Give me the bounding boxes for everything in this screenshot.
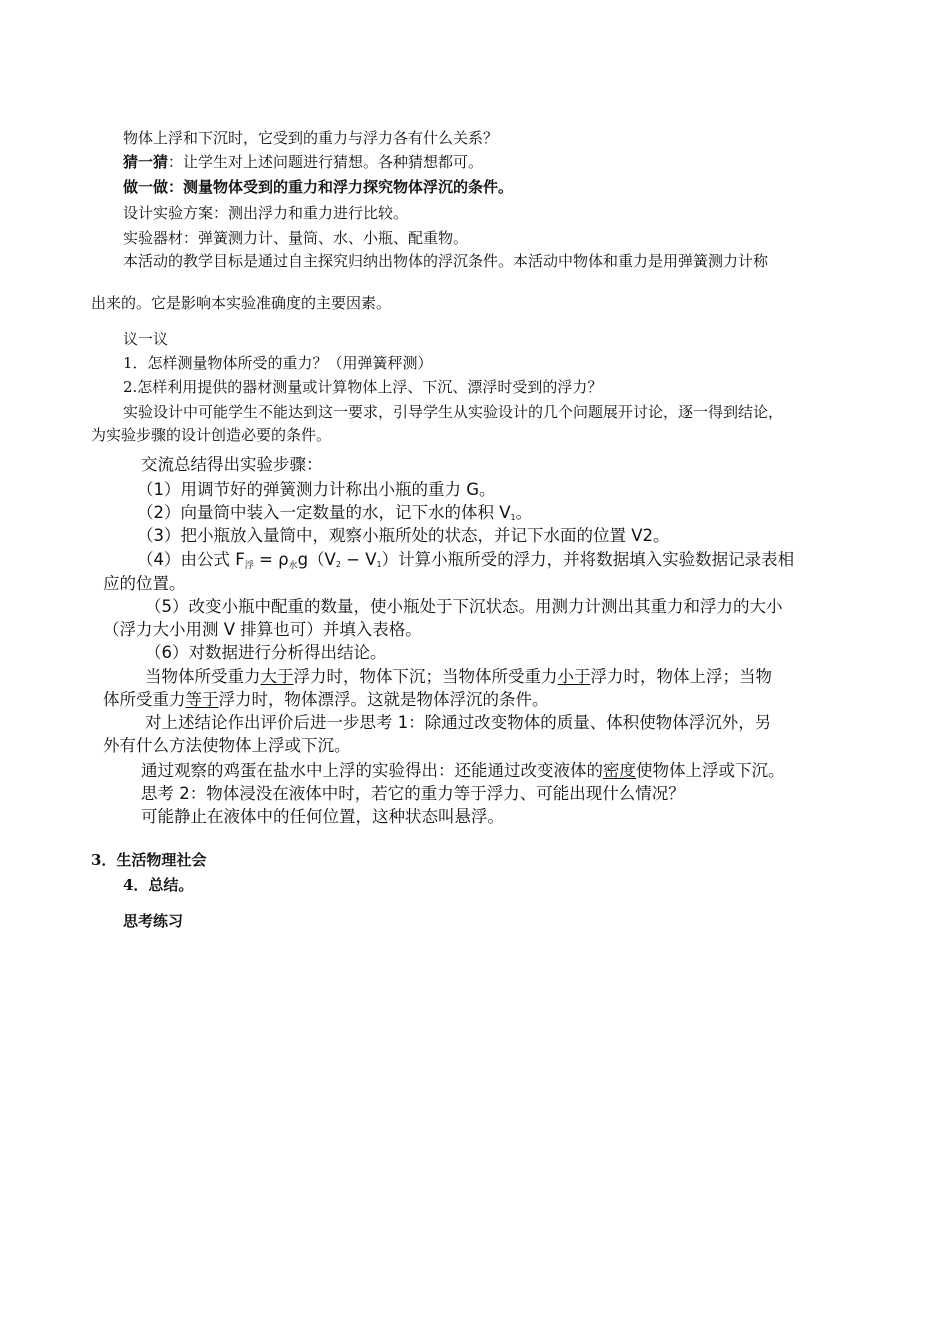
goal-line-1: 本活动的教学目标是通过自主探究归纳出物体的浮沉条件。本活动中物体和重力是用弹簧测力计称 — [123, 252, 769, 270]
think-2: 思考 2：物体浸没在液体中时，若它的重力等于浮力、可能出现什么情况？ — [141, 784, 685, 803]
question-1: 1．怎样测量物体所受的重力？（用弹簧秤测） — [123, 354, 433, 372]
design-note-2: 为实验步骤的设计创造必要的条件。 — [91, 426, 332, 444]
discuss-heading: 议一议 — [123, 330, 169, 348]
question-2: 2.怎样利用提供的器材测量或计算物体上浮、下沉、漂浮时受到的浮力？ — [123, 378, 603, 396]
step-6: （6）对数据进行分析得出结论。 — [145, 643, 387, 662]
equipment-line: 实验器材：弹簧测力计、量筒、水、小瓶、配重物。 — [123, 229, 469, 247]
step-1: （1）用调节好的弹簧测力计称出小瓶的重力 G。 — [137, 480, 496, 499]
think-1-line-1: 对上述结论作出评价后进一步思考 1：除通过改变物体的质量、体积使物体浮沉外，另 — [145, 713, 772, 732]
step-4-cont: 应的位置。 — [103, 574, 186, 593]
step-5-line-2: （浮力大小用测 V 排算也可）并填入表格。 — [103, 620, 422, 639]
guess-line — [123, 155, 483, 170]
underline-density: 密度 — [603, 761, 636, 780]
underline-equal: 等于 — [185, 690, 219, 709]
underline-greater: 大于 — [260, 667, 294, 686]
design-note-1: 实验设计中可能学生不能达到这一要求，引导学生从实验设计的几个问题展开讨论，逐一得到结论， — [123, 403, 784, 421]
guess-label: 猜一猜 — [123, 153, 169, 171]
question-relation: 物体上浮和下沉时，它受到的重力与浮力各有什么关系？ — [123, 129, 499, 147]
conclusion-line-2: 体所受重力等于浮力时，物体漂浮。这就是物体浮沉的条件。 — [103, 690, 549, 709]
conclusion-line-1: 当物体所受重力大于浮力时，物体下沉；当物体所受重力小于浮力时，物体上浮；当物 — [145, 667, 772, 686]
step-4: （4）由公式 F浮 = ρ水$g(V_2 - V_1)$计算小瓶所受的浮力，并将数据填入实验数据记录表相 — [137, 550, 795, 571]
egg-experiment: 通过观察的鸡蛋在盐水中上浮的实验得出：还能通过改变液体的密度使物体上浮或下沉。 — [141, 761, 785, 780]
do-it-heading: 做一做：测量物体受到的重力和浮力探究物体浮沉的条件。 — [123, 178, 514, 196]
think-1-line-2: 外有什么方法使物体上浮或下沉。 — [103, 736, 351, 755]
step-2: （2）向量筒中装入一定数量的水，记下水的体积 $V_1$。 — [137, 503, 533, 522]
section-4-heading: 4．总结。 — [123, 876, 194, 894]
section-3-heading: 3．生活物理社会 — [91, 851, 207, 869]
goal-line-2: 出来的。它是影响本实验准确度的主要因素。 — [91, 294, 392, 312]
step-3: （3）把小瓶放入量筒中，观察小瓶所处的状态，并记下水面的位置 V2。 — [137, 526, 670, 545]
design-plan: 设计实验方案：测出浮力和重力进行比较。 — [123, 204, 409, 222]
exercise-heading: 思考练习 — [123, 912, 184, 930]
suspension-answer: 可能静止在液体中的任何位置，这种状态叫悬浮。 — [141, 807, 504, 826]
guess-text: ：让学生对上述问题进行猜想。各种猜想都可。 — [168, 153, 484, 171]
steps-title: 交流总结得出实验步骤： — [141, 455, 323, 474]
underline-less: 小于 — [557, 667, 591, 686]
step-5-line-1: （5）改变小瓶中配重的数量，使小瓶处于下沉状态。用测力计测出其重力和浮力的大小 — [145, 597, 783, 616]
